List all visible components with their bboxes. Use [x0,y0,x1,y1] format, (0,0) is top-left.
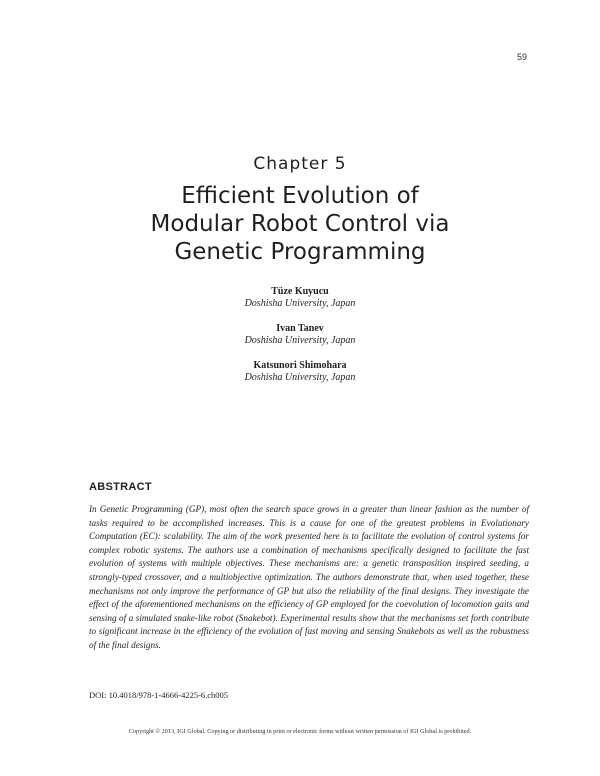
author-affiliation: Doshisha University, Japan [244,335,356,346]
chapter-title-line: Genetic Programming [174,239,426,265]
author-name: Ivan Tanev [276,323,324,334]
page-number: 59 [516,52,527,62]
author-block [0,286,600,310]
chapter-label: Chapter 5 [253,154,347,174]
chapter-title [60,182,540,266]
abstract-heading: ABSTRACT [89,481,152,493]
author-name: Tüze Kuyucu [271,286,329,297]
doi-line: DOI: 10.4018/978-1-4666-4225-6.ch005 [89,690,229,700]
author-name: Katsunori Shimohara [253,360,347,371]
author-affiliation: Doshisha University, Japan [244,298,356,309]
copyright-notice: Copyright © 2013, IGI Global. Copying or distributing in print or electronic forms without written permission of IGI Global is prohibited. [128,728,472,735]
chapter-title-line: Efficient Evolution of [181,183,419,209]
author-affiliation: Doshisha University, Japan [244,372,356,383]
author-block [0,323,600,347]
chapter-title-line: Modular Robot Control via [150,211,450,237]
abstract-body: In Genetic Programming (GP), most often the search space grows in a greater than linear fashion as the number of tasks required to be accomplished increases. This is a cause for one of the greatest problems in Evolutionary Computation (EC): scalability. The aim of the work presented here is to facilitate the evolution of control systems for complex robotic systems. The authors use a combination of mechanisms specifically designed to facilitate the fast evolution of systems with multiple objectives. These mechanisms are: a genetic transposition inspired seeding, a strongly-typed crossover, and a multiobjective optimization. The authors demonstrate that, when used together, these mechanisms not only improve the performance of GP but also the reliability of the final designs. They investigate the effect of the aforementioned mechanisms on the efficiency of GP employed for the coevolution of locomotion gaits and sensing of a simulated snake-like robot (Snakebot). Experimental results show that the mechanisms set forth contribute to significant increase in the efficiency of the evolution of fast moving and sensing Snakebots as well as the robustness of the final designs. [89,504,529,650]
author-block [0,360,600,384]
author-list [0,286,600,397]
